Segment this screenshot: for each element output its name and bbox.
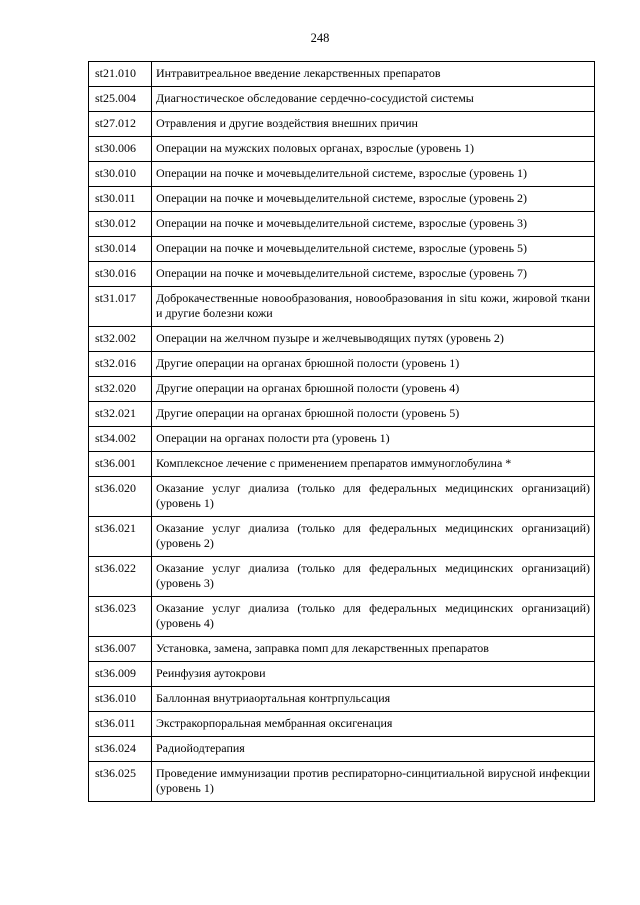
table-row bbox=[89, 712, 595, 737]
row-description: Операции на почке и мочевыделительной системе, взрослые (уровень 5) bbox=[152, 237, 595, 262]
row-code: st36.010 bbox=[89, 687, 152, 712]
table-row bbox=[89, 687, 595, 712]
row-description: Отравления и другие воздействия внешних причин bbox=[152, 112, 595, 137]
table-row bbox=[89, 287, 595, 327]
row-description: Другие операции на органах брюшной полости (уровень 5) bbox=[152, 402, 595, 427]
row-description: Баллонная внутриаортальная контрпульсация bbox=[152, 687, 595, 712]
table-row bbox=[89, 452, 595, 477]
row-code: st32.016 bbox=[89, 352, 152, 377]
row-description: Реинфузия аутокрови bbox=[152, 662, 595, 687]
row-code: st30.010 bbox=[89, 162, 152, 187]
row-description: Другие операции на органах брюшной полости (уровень 4) bbox=[152, 377, 595, 402]
row-code: st36.023 bbox=[89, 597, 152, 637]
row-description: Операции на органах полости рта (уровень 1) bbox=[152, 427, 595, 452]
table-row bbox=[89, 662, 595, 687]
row-description: Установка, замена, заправка помп для лекарственных препаратов bbox=[152, 637, 595, 662]
table-row bbox=[89, 762, 595, 802]
row-description: Диагностическое обследование сердечно-сосудистой системы bbox=[152, 87, 595, 112]
row-code: st31.017 bbox=[89, 287, 152, 327]
table-row bbox=[89, 137, 595, 162]
row-code: st36.007 bbox=[89, 637, 152, 662]
row-code: st32.020 bbox=[89, 377, 152, 402]
table-row bbox=[89, 597, 595, 637]
row-code: st30.016 bbox=[89, 262, 152, 287]
row-description: Другие операции на органах брюшной полости (уровень 1) bbox=[152, 352, 595, 377]
row-description: Операции на мужских половых органах, взрослые (уровень 1) bbox=[152, 137, 595, 162]
row-description: Проведение иммунизации против респираторно-синцитиальной вирусной инфекции (уровень 1) bbox=[152, 762, 595, 802]
row-description: Операции на желчном пузыре и желчевыводящих путях (уровень 2) bbox=[152, 327, 595, 352]
row-description: Комплексное лечение с применением препаратов иммуноглобулина * bbox=[152, 452, 595, 477]
table-row bbox=[89, 737, 595, 762]
table-row bbox=[89, 557, 595, 597]
table-row bbox=[89, 87, 595, 112]
row-code: st36.001 bbox=[89, 452, 152, 477]
row-code: st21.010 bbox=[89, 62, 152, 87]
table-row bbox=[89, 327, 595, 352]
table-row bbox=[89, 112, 595, 137]
row-description: Оказание услуг диализа (только для федеральных медицинских организаций) (уровень 3) bbox=[152, 557, 595, 597]
table-row bbox=[89, 352, 595, 377]
table-row bbox=[89, 212, 595, 237]
row-description: Радиойодтерапия bbox=[152, 737, 595, 762]
page-number: 248 bbox=[310, 31, 330, 45]
row-code: st36.025 bbox=[89, 762, 152, 802]
row-code: st36.024 bbox=[89, 737, 152, 762]
row-code: st30.011 bbox=[89, 187, 152, 212]
row-description: Оказание услуг диализа (только для федеральных медицинских организаций) (уровень 2) bbox=[152, 517, 595, 557]
row-code: st30.014 bbox=[89, 237, 152, 262]
row-code: st32.021 bbox=[89, 402, 152, 427]
row-description: Операции на почке и мочевыделительной системе, взрослые (уровень 2) bbox=[152, 187, 595, 212]
row-description: Операции на почке и мочевыделительной системе, взрослые (уровень 7) bbox=[152, 262, 595, 287]
codes-table bbox=[88, 61, 595, 802]
row-description: Оказание услуг диализа (только для федеральных медицинских организаций) (уровень 4) bbox=[152, 597, 595, 637]
table-row bbox=[89, 637, 595, 662]
row-description: Операции на почке и мочевыделительной системе, взрослые (уровень 1) bbox=[152, 162, 595, 187]
row-description: Операции на почке и мочевыделительной системе, взрослые (уровень 3) bbox=[152, 212, 595, 237]
row-code: st36.011 bbox=[89, 712, 152, 737]
table-row bbox=[89, 377, 595, 402]
row-code: st36.022 bbox=[89, 557, 152, 597]
row-description: Интравитреальное введение лекарственных препаратов bbox=[152, 62, 595, 87]
row-description: Доброкачественные новообразования, новообразования in situ кожи, жировой ткани и другие болезни кожи bbox=[152, 287, 595, 327]
table-row bbox=[89, 262, 595, 287]
table-row bbox=[89, 402, 595, 427]
table-row bbox=[89, 62, 595, 87]
row-description: Экстракорпоральная мембранная оксигенация bbox=[152, 712, 595, 737]
row-code: st36.020 bbox=[89, 477, 152, 517]
row-code: st36.009 bbox=[89, 662, 152, 687]
table-row bbox=[89, 477, 595, 517]
row-code: st32.002 bbox=[89, 327, 152, 352]
row-code: st25.004 bbox=[89, 87, 152, 112]
table-row bbox=[89, 237, 595, 262]
row-code: st30.006 bbox=[89, 137, 152, 162]
table-row bbox=[89, 187, 595, 212]
row-code: st27.012 bbox=[89, 112, 152, 137]
table-row bbox=[89, 427, 595, 452]
row-code: st30.012 bbox=[89, 212, 152, 237]
row-code: st34.002 bbox=[89, 427, 152, 452]
row-code: st36.021 bbox=[89, 517, 152, 557]
table-row bbox=[89, 517, 595, 557]
row-description: Оказание услуг диализа (только для федеральных медицинских организаций) (уровень 1) bbox=[152, 477, 595, 517]
table-row bbox=[89, 162, 595, 187]
